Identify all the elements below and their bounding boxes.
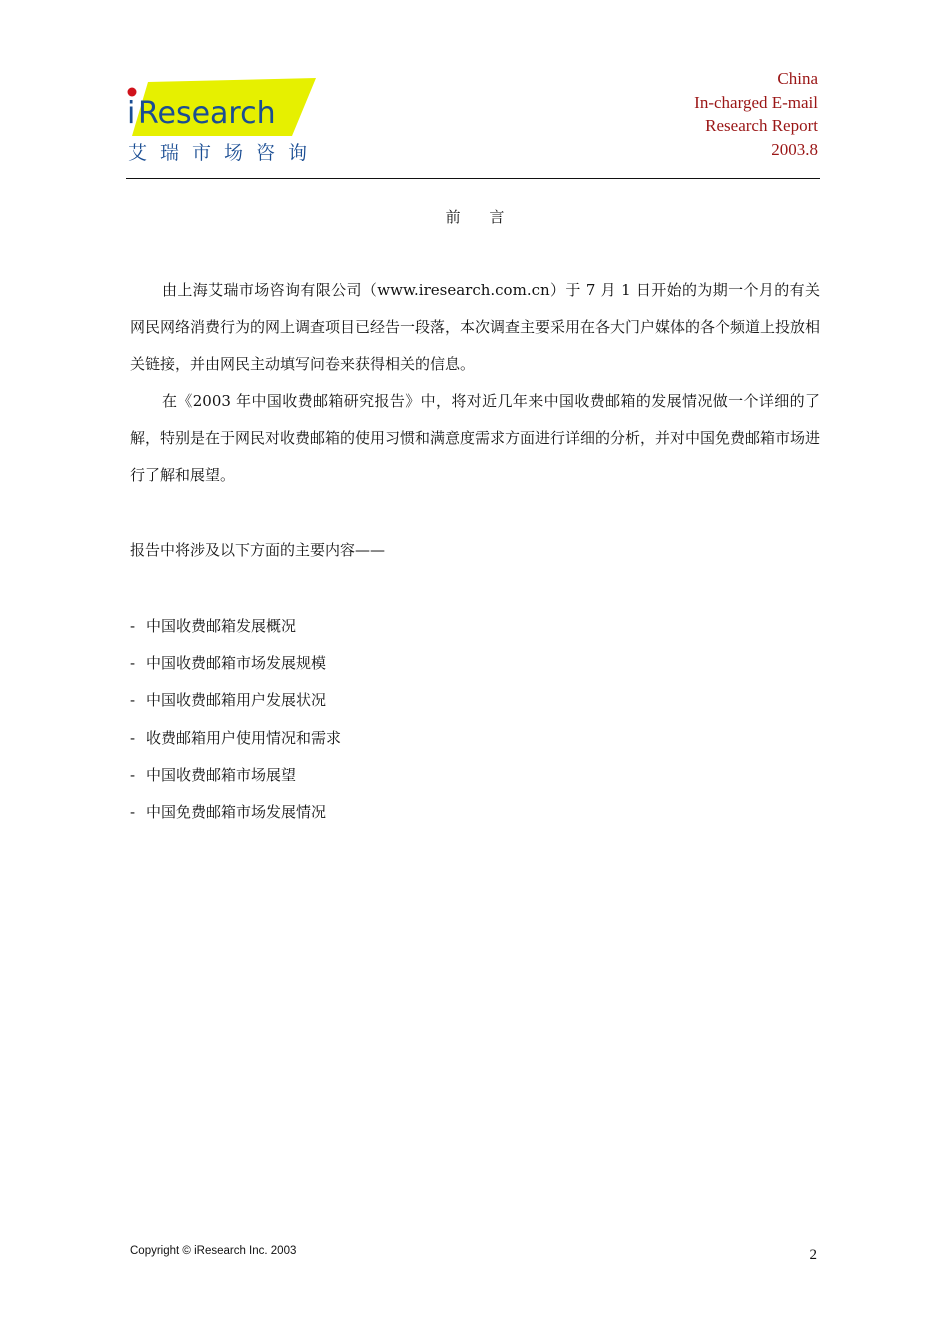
list-dash: -	[130, 691, 136, 710]
list-item	[130, 616, 341, 653]
list-dash: -	[130, 802, 136, 821]
list-item-text: 中国收费邮箱市场展望	[146, 765, 297, 784]
list-item-text: 中国收费邮箱市场发展规模	[146, 654, 327, 673]
logo-wordmark	[126, 76, 326, 138]
report-title-block	[694, 67, 818, 161]
list-dash: -	[130, 765, 136, 784]
list-item	[130, 690, 341, 727]
report-title-line-1: China	[777, 69, 818, 88]
list-dash: -	[130, 728, 136, 747]
list-item-text: 中国收费邮箱用户发展状况	[146, 691, 327, 710]
list-item-text: 中国免费邮箱市场发展情况	[146, 802, 327, 821]
report-date: 2003.8	[771, 139, 818, 159]
preface-heading: 前 言	[445, 208, 517, 226]
list-item-text: 收费邮箱用户使用情况和需求	[146, 728, 342, 747]
contents-list	[130, 616, 341, 839]
header-divider	[126, 178, 820, 179]
report-title-line-3: Research Report	[705, 116, 818, 135]
list-item	[130, 653, 341, 690]
list-item	[130, 728, 341, 765]
logo-i-letter: i	[127, 96, 136, 131]
logo-research-text: Research	[138, 96, 276, 131]
iresearch-logo	[126, 76, 326, 166]
logo-chinese-name: 艾瑞市场咨询	[128, 142, 321, 164]
page-number: 2	[809, 1247, 817, 1263]
preface-paragraph-2: 在《2003 年中国收费邮箱研究报告》中，将对近几年来中国收费邮箱的发展情况做一个详细的了解，特别是在于网民对收费邮箱的使用习惯和满意度需求方面进行详细的分析，并对中国免费邮箱市场进行了解和展望。	[130, 392, 821, 484]
list-dash: -	[130, 654, 136, 673]
list-item-text: 中国收费邮箱发展概况	[146, 617, 297, 635]
list-item	[130, 802, 341, 839]
list-item	[130, 765, 341, 802]
list-dash: -	[130, 617, 136, 635]
report-title-line-2: In-charged E-mail	[694, 92, 818, 112]
contents-intro: 报告中将涉及以下方面的主要内容——	[130, 541, 386, 559]
footer-copyright: Copyright © iResearch Inc. 2003	[130, 1245, 297, 1257]
preface-paragraph-1: 由上海艾瑞市场咨询有限公司（www.iresearch.com.cn）于 7 月 1 日开始的为期一个月的有关网民网络消费行为的网上调查项目已经告一段落，本次调查主要采用在各大门户媒体的各个频道上投放相关链接，并由网民主动填写问卷来获得相关的信息。	[130, 281, 821, 373]
